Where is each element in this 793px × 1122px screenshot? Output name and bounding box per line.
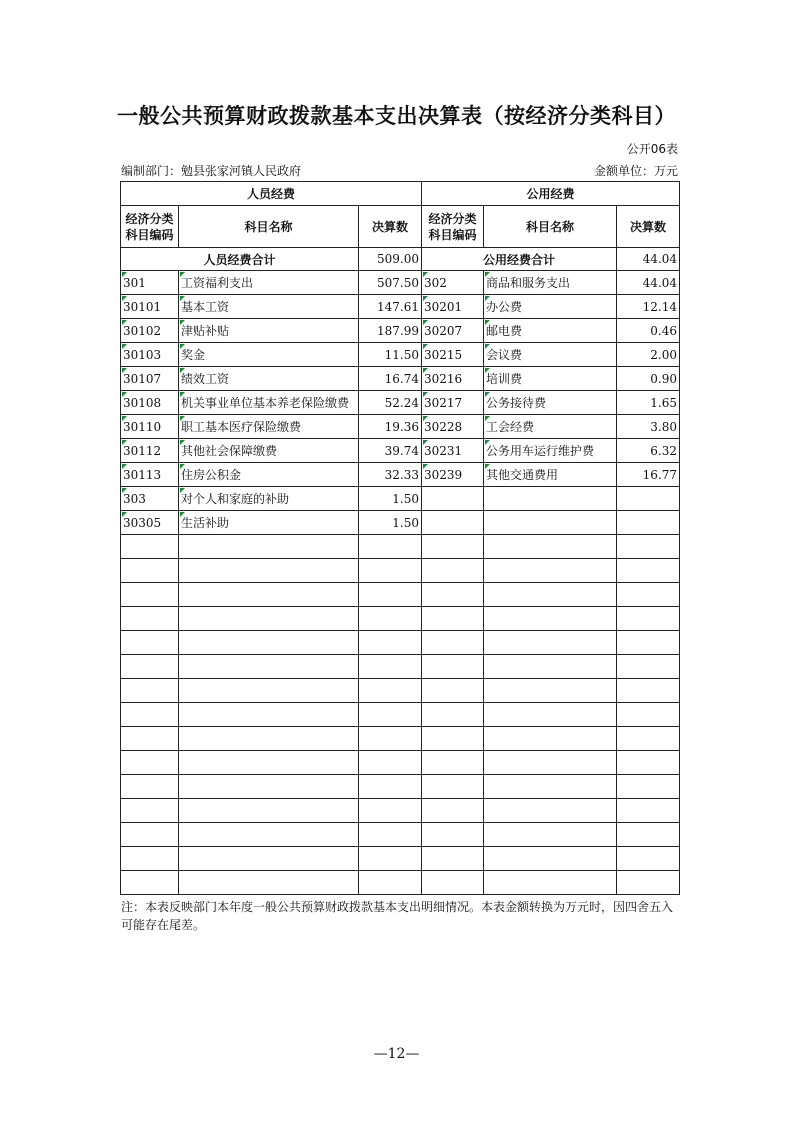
col-amount-right: 决算数 — [617, 206, 680, 248]
left-name-cell: 职工基本医疗保险缴费 — [179, 415, 359, 439]
table-row — [121, 775, 680, 799]
left-code-cell — [121, 559, 179, 583]
left-amount-cell — [359, 631, 422, 655]
left-amount-cell — [359, 583, 422, 607]
left-name-cell — [179, 871, 359, 895]
left-amount-cell — [359, 847, 422, 871]
left-name-cell: 绩效工资 — [179, 367, 359, 391]
cell-marker-icon — [423, 344, 428, 349]
left-amount-cell — [359, 727, 422, 751]
right-amount-cell — [617, 799, 680, 823]
table-row — [121, 583, 680, 607]
cell-marker-icon — [423, 368, 428, 373]
table-row — [121, 343, 680, 367]
right-code-cell: 302 — [422, 271, 484, 295]
left-name-cell — [179, 655, 359, 679]
left-name-cell — [179, 799, 359, 823]
right-code-cell — [422, 727, 484, 751]
cell-marker-icon — [485, 344, 490, 349]
left-amount-cell: 1.50 — [359, 511, 422, 535]
left-name-cell: 对个人和家庭的补助 — [179, 487, 359, 511]
left-code-cell — [121, 679, 179, 703]
table-row — [121, 367, 680, 391]
table-row — [121, 799, 680, 823]
left-name-cell — [179, 607, 359, 631]
right-code-cell — [422, 751, 484, 775]
right-name-cell: 其他交通费用 — [484, 463, 617, 487]
column-header-row — [121, 206, 680, 248]
right-code-cell: 30239 — [422, 463, 484, 487]
left-amount-cell — [359, 799, 422, 823]
left-code-cell — [121, 871, 179, 895]
table-row — [121, 607, 680, 631]
cell-marker-icon — [122, 440, 127, 445]
right-name-cell: 公务接待费 — [484, 391, 617, 415]
right-name-cell: 公务用车运行维护费 — [484, 439, 617, 463]
left-code-cell — [121, 847, 179, 871]
right-amount-cell: 1.65 — [617, 391, 680, 415]
cell-marker-icon — [122, 416, 127, 421]
table-row — [121, 511, 680, 535]
left-amount-cell: 39.74 — [359, 439, 422, 463]
left-amount-cell — [359, 559, 422, 583]
right-amount-cell — [617, 535, 680, 559]
cell-marker-icon — [423, 320, 428, 325]
expenditure-table — [120, 181, 680, 895]
cell-marker-icon — [122, 392, 127, 397]
left-amount-cell — [359, 751, 422, 775]
total-row — [121, 248, 680, 271]
right-code-cell — [422, 655, 484, 679]
right-name-cell — [484, 703, 617, 727]
table-row — [121, 415, 680, 439]
right-amount-cell — [617, 847, 680, 871]
cell-marker-icon — [423, 272, 428, 277]
left-amount-cell — [359, 703, 422, 727]
right-name-cell — [484, 799, 617, 823]
cell-marker-icon — [180, 440, 185, 445]
col-name-left: 科目名称 — [179, 206, 359, 248]
right-amount-cell: 6.32 — [617, 439, 680, 463]
table-row — [121, 487, 680, 511]
right-name-cell — [484, 727, 617, 751]
left-name-cell — [179, 751, 359, 775]
right-amount-cell — [617, 487, 680, 511]
table-row — [121, 463, 680, 487]
left-amount-cell: 16.74 — [359, 367, 422, 391]
right-name-cell — [484, 751, 617, 775]
right-code-cell — [422, 535, 484, 559]
right-amount-cell: 44.04 — [617, 271, 680, 295]
cell-marker-icon — [122, 320, 127, 325]
right-name-cell — [484, 535, 617, 559]
right-name-cell: 工会经费 — [484, 415, 617, 439]
cell-marker-icon — [485, 320, 490, 325]
left-code-cell: 301 — [121, 271, 179, 295]
cell-marker-icon — [485, 368, 490, 373]
left-name-cell: 住房公积金 — [179, 463, 359, 487]
cell-marker-icon — [122, 488, 127, 493]
left-name-cell: 基本工资 — [179, 295, 359, 319]
left-code-cell — [121, 799, 179, 823]
personnel-total-value: 509.00 — [359, 248, 422, 271]
left-amount-cell — [359, 775, 422, 799]
left-name-cell — [179, 631, 359, 655]
right-code-cell — [422, 871, 484, 895]
table-row — [121, 679, 680, 703]
left-name-cell — [179, 775, 359, 799]
right-name-cell — [484, 607, 617, 631]
group-personnel: 人员经费 — [121, 182, 422, 206]
right-amount-cell: 2.00 — [617, 343, 680, 367]
cell-marker-icon — [122, 296, 127, 301]
right-amount-cell: 3.80 — [617, 415, 680, 439]
right-code-cell — [422, 823, 484, 847]
left-code-cell — [121, 823, 179, 847]
right-code-cell — [422, 631, 484, 655]
form-number: 公开06表 — [626, 142, 678, 156]
left-code-cell: 30101 — [121, 295, 179, 319]
table-row — [121, 535, 680, 559]
right-amount-cell — [617, 727, 680, 751]
cell-marker-icon — [180, 416, 185, 421]
right-code-cell: 30231 — [422, 439, 484, 463]
cell-marker-icon — [180, 512, 185, 517]
right-name-cell — [484, 679, 617, 703]
right-amount-cell — [617, 871, 680, 895]
left-code-cell: 303 — [121, 487, 179, 511]
group-header-row — [121, 182, 680, 206]
department-label: 编制部门：勉县张家河镇人民政府 — [121, 164, 302, 178]
cell-marker-icon — [485, 296, 490, 301]
left-code-cell: 30112 — [121, 439, 179, 463]
cell-marker-icon — [180, 488, 185, 493]
left-amount-cell — [359, 655, 422, 679]
table-row — [121, 631, 680, 655]
left-code-cell — [121, 751, 179, 775]
left-amount-cell: 147.61 — [359, 295, 422, 319]
col-code-left: 经济分类 科目编码 — [121, 206, 179, 248]
right-code-cell — [422, 799, 484, 823]
left-name-cell — [179, 583, 359, 607]
cell-marker-icon — [180, 464, 185, 469]
left-amount-cell: 19.36 — [359, 415, 422, 439]
right-code-cell: 30215 — [422, 343, 484, 367]
table-row — [121, 871, 680, 895]
left-name-cell — [179, 703, 359, 727]
right-code-cell: 30217 — [422, 391, 484, 415]
table-row — [121, 751, 680, 775]
right-name-cell: 培训费 — [484, 367, 617, 391]
cell-marker-icon — [180, 392, 185, 397]
page-title: 一般公共预算财政拨款基本支出决算表（按经济分类科目） — [117, 104, 676, 128]
left-name-cell — [179, 679, 359, 703]
right-name-cell: 会议费 — [484, 343, 617, 367]
right-amount-cell — [617, 823, 680, 847]
left-amount-cell: 507.50 — [359, 271, 422, 295]
col-name-right: 科目名称 — [484, 206, 617, 248]
left-code-cell — [121, 775, 179, 799]
right-name-cell — [484, 871, 617, 895]
right-amount-cell — [617, 679, 680, 703]
cell-marker-icon — [122, 512, 127, 517]
left-name-cell: 生活补助 — [179, 511, 359, 535]
right-amount-cell — [617, 703, 680, 727]
right-amount-cell: 0.90 — [617, 367, 680, 391]
left-name-cell — [179, 559, 359, 583]
right-amount-cell — [617, 751, 680, 775]
cell-marker-icon — [122, 344, 127, 349]
left-code-cell — [121, 535, 179, 559]
right-code-cell: 30228 — [422, 415, 484, 439]
right-amount-cell — [617, 631, 680, 655]
personnel-total-label: 人员经费合计 — [121, 248, 359, 271]
right-amount-cell: 12.14 — [617, 295, 680, 319]
right-code-cell: 30201 — [422, 295, 484, 319]
left-amount-cell — [359, 607, 422, 631]
right-code-cell — [422, 583, 484, 607]
right-amount-cell — [617, 607, 680, 631]
table-row — [121, 319, 680, 343]
left-code-cell: 30102 — [121, 319, 179, 343]
left-amount-cell — [359, 535, 422, 559]
left-name-cell — [179, 847, 359, 871]
left-name-cell — [179, 535, 359, 559]
right-code-cell — [422, 511, 484, 535]
right-amount-cell — [617, 775, 680, 799]
left-code-cell — [121, 583, 179, 607]
cell-marker-icon — [122, 368, 127, 373]
right-name-cell — [484, 511, 617, 535]
unit-label: 金额单位：万元 — [593, 164, 678, 178]
public-total-value: 44.04 — [617, 248, 680, 271]
left-code-cell — [121, 607, 179, 631]
table-row — [121, 295, 680, 319]
table-row — [121, 439, 680, 463]
cell-marker-icon — [485, 272, 490, 277]
left-name-cell: 机关事业单位基本养老保险缴费 — [179, 391, 359, 415]
right-name-cell: 邮电费 — [484, 319, 617, 343]
cell-marker-icon — [485, 440, 490, 445]
right-code-cell: 30207 — [422, 319, 484, 343]
group-public: 公用经费 — [422, 182, 680, 206]
right-code-cell — [422, 775, 484, 799]
left-amount-cell: 1.50 — [359, 487, 422, 511]
right-code-cell — [422, 703, 484, 727]
left-name-cell: 工资福利支出 — [179, 271, 359, 295]
table-row — [121, 727, 680, 751]
right-name-cell — [484, 847, 617, 871]
right-amount-cell — [617, 559, 680, 583]
right-name-cell — [484, 559, 617, 583]
right-name-cell: 办公费 — [484, 295, 617, 319]
cell-marker-icon — [180, 296, 185, 301]
right-code-cell: 30216 — [422, 367, 484, 391]
right-code-cell — [422, 607, 484, 631]
left-name-cell: 津贴补贴 — [179, 319, 359, 343]
right-name-cell — [484, 823, 617, 847]
cell-marker-icon — [485, 464, 490, 469]
footnote: 注：本表反映部门本年度一般公共预算财政拨款基本支出明细情况。本表金额转换为万元时，因四舍五入可能存在尾差。 — [121, 900, 674, 932]
page-number: —12— — [373, 1046, 420, 1062]
left-code-cell: 30305 — [121, 511, 179, 535]
right-name-cell — [484, 583, 617, 607]
right-amount-cell: 0.46 — [617, 319, 680, 343]
left-name-cell: 奖金 — [179, 343, 359, 367]
cell-marker-icon — [122, 272, 127, 277]
left-name-cell — [179, 823, 359, 847]
right-code-cell — [422, 559, 484, 583]
col-amount-left: 决算数 — [359, 206, 422, 248]
left-amount-cell — [359, 871, 422, 895]
right-amount-cell — [617, 655, 680, 679]
right-name-cell — [484, 775, 617, 799]
left-amount-cell: 11.50 — [359, 343, 422, 367]
right-amount-cell — [617, 583, 680, 607]
public-total-label: 公用经费合计 — [422, 248, 617, 271]
cell-marker-icon — [180, 368, 185, 373]
right-code-cell — [422, 847, 484, 871]
left-code-cell: 30113 — [121, 463, 179, 487]
cell-marker-icon — [423, 416, 428, 421]
left-code-cell: 30103 — [121, 343, 179, 367]
cell-marker-icon — [485, 416, 490, 421]
right-code-cell — [422, 679, 484, 703]
col-code-right: 经济分类 科目编码 — [422, 206, 484, 248]
cell-marker-icon — [423, 464, 428, 469]
table-row — [121, 823, 680, 847]
left-code-cell: 30108 — [121, 391, 179, 415]
left-amount-cell: 32.33 — [359, 463, 422, 487]
left-code-cell — [121, 655, 179, 679]
cell-marker-icon — [423, 296, 428, 301]
left-code-cell — [121, 727, 179, 751]
cell-marker-icon — [423, 440, 428, 445]
left-amount-cell — [359, 823, 422, 847]
left-code-cell: 30107 — [121, 367, 179, 391]
left-amount-cell — [359, 679, 422, 703]
right-name-cell — [484, 631, 617, 655]
left-amount-cell: 187.99 — [359, 319, 422, 343]
left-name-cell: 其他社会保障缴费 — [179, 439, 359, 463]
table-row — [121, 271, 680, 295]
cell-marker-icon — [180, 272, 185, 277]
right-code-cell — [422, 487, 484, 511]
table-row — [121, 559, 680, 583]
left-code-cell — [121, 631, 179, 655]
right-amount-cell: 16.77 — [617, 463, 680, 487]
table-row — [121, 655, 680, 679]
table-row — [121, 391, 680, 415]
right-name-cell — [484, 655, 617, 679]
cell-marker-icon — [423, 392, 428, 397]
table-row — [121, 703, 680, 727]
cell-marker-icon — [122, 464, 127, 469]
left-amount-cell: 52.24 — [359, 391, 422, 415]
right-name-cell: 商品和服务支出 — [484, 271, 617, 295]
left-code-cell — [121, 703, 179, 727]
right-amount-cell — [617, 511, 680, 535]
left-code-cell: 30110 — [121, 415, 179, 439]
left-name-cell — [179, 727, 359, 751]
right-name-cell — [484, 487, 617, 511]
cell-marker-icon — [180, 320, 185, 325]
cell-marker-icon — [180, 344, 185, 349]
cell-marker-icon — [485, 392, 490, 397]
table-row — [121, 847, 680, 871]
